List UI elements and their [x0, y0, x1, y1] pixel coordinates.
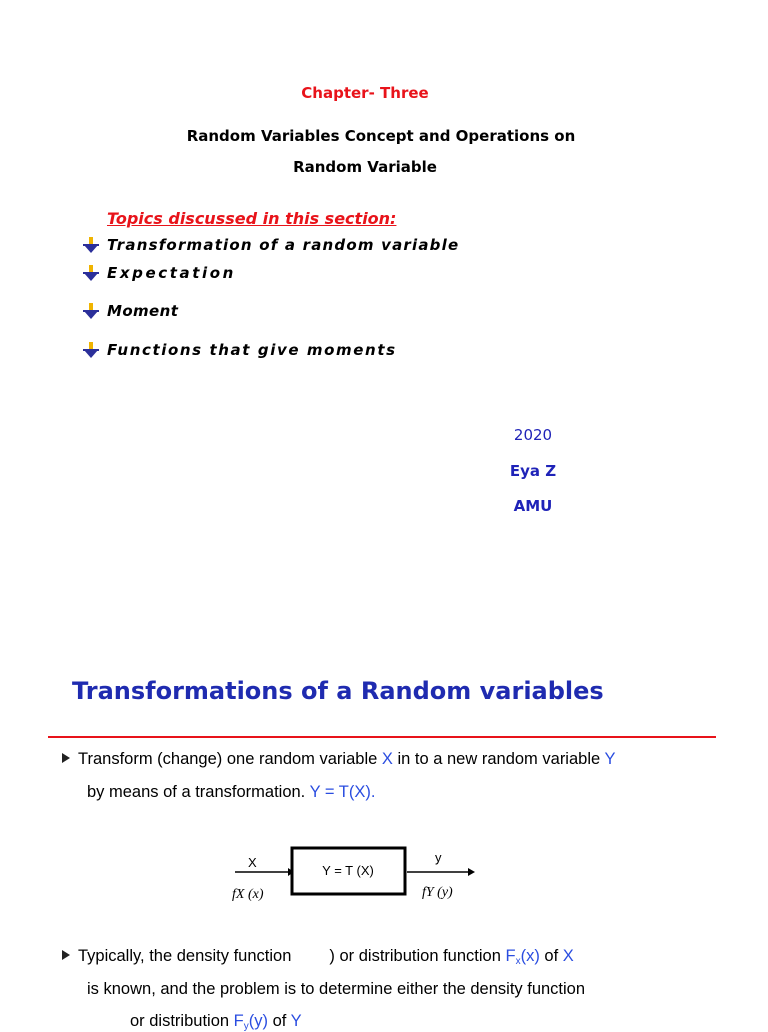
- arrow-down-bullet-icon: [82, 236, 100, 254]
- transformation-diagram: [230, 840, 480, 910]
- var-y: Y: [290, 1012, 302, 1030]
- text: ) or distribution function: [329, 947, 506, 965]
- fy-subscript: y: [243, 1021, 249, 1032]
- text: of: [267, 1012, 291, 1030]
- author: Eya Z: [509, 462, 557, 480]
- input-label: X: [248, 855, 257, 870]
- chapter-label: Chapter- Three: [301, 84, 429, 102]
- topic-text: Expectation: [107, 264, 236, 282]
- arrow-down-bullet-icon: [82, 264, 100, 282]
- text: of: [539, 947, 563, 965]
- topic-text: Moment: [107, 302, 179, 320]
- topic-item: [82, 235, 459, 255]
- text: Transform (change) one random variable: [78, 750, 382, 768]
- topic-item: [82, 301, 178, 321]
- output-label: y: [435, 850, 442, 865]
- text: or distribution: [130, 1012, 234, 1030]
- text: by means of a transformation.: [87, 783, 310, 801]
- fy-symbol: F: [233, 1012, 244, 1030]
- output-arrowhead: [468, 868, 475, 876]
- var-x: X: [381, 750, 393, 768]
- topics-heading: Topics discussed in this section:: [107, 209, 397, 228]
- section-heading: Transformations of a Random variables: [72, 677, 604, 705]
- text: in to a new random variable: [392, 750, 605, 768]
- fx-arg: (x): [520, 947, 540, 965]
- paragraph-1-line-2: [87, 783, 375, 802]
- arrow-down-bullet-icon: [82, 341, 100, 359]
- topic-text: Functions that give moments: [107, 341, 397, 359]
- title-line-2: Random Variable: [293, 158, 437, 176]
- equation: Y = T(X).: [309, 783, 376, 801]
- var-y: Y: [604, 750, 616, 768]
- arrow-down-bullet-icon: [82, 302, 100, 320]
- paragraph-2-line-1: [62, 947, 574, 967]
- paragraph-1-line-1: [62, 750, 615, 769]
- title-line-1: Random Variables Concept and Operations on: [186, 127, 576, 145]
- triangle-bullet-icon: [62, 753, 70, 763]
- topic-text: Transformation of a random variable: [107, 236, 460, 254]
- text: Typically, the density function: [78, 947, 292, 965]
- fx-symbol: F: [505, 947, 516, 965]
- fy-arg: (y): [248, 1012, 268, 1030]
- topic-item: [82, 263, 236, 283]
- paragraph-2-line-2: is known, and the problem is to determine either the density function: [87, 980, 586, 998]
- year: 2020: [513, 426, 553, 444]
- institution: AMU: [513, 497, 553, 515]
- output-density: fY (y): [422, 885, 453, 900]
- triangle-bullet-icon: [62, 950, 70, 960]
- box-text: Y = T (X): [322, 863, 374, 878]
- var-x: X: [562, 947, 574, 965]
- heading-divider: [48, 736, 716, 738]
- paragraph-2-line-3: [130, 1012, 302, 1032]
- input-density: fX (x): [232, 887, 264, 902]
- topic-item: [82, 340, 397, 360]
- fx-subscript: x: [515, 956, 521, 967]
